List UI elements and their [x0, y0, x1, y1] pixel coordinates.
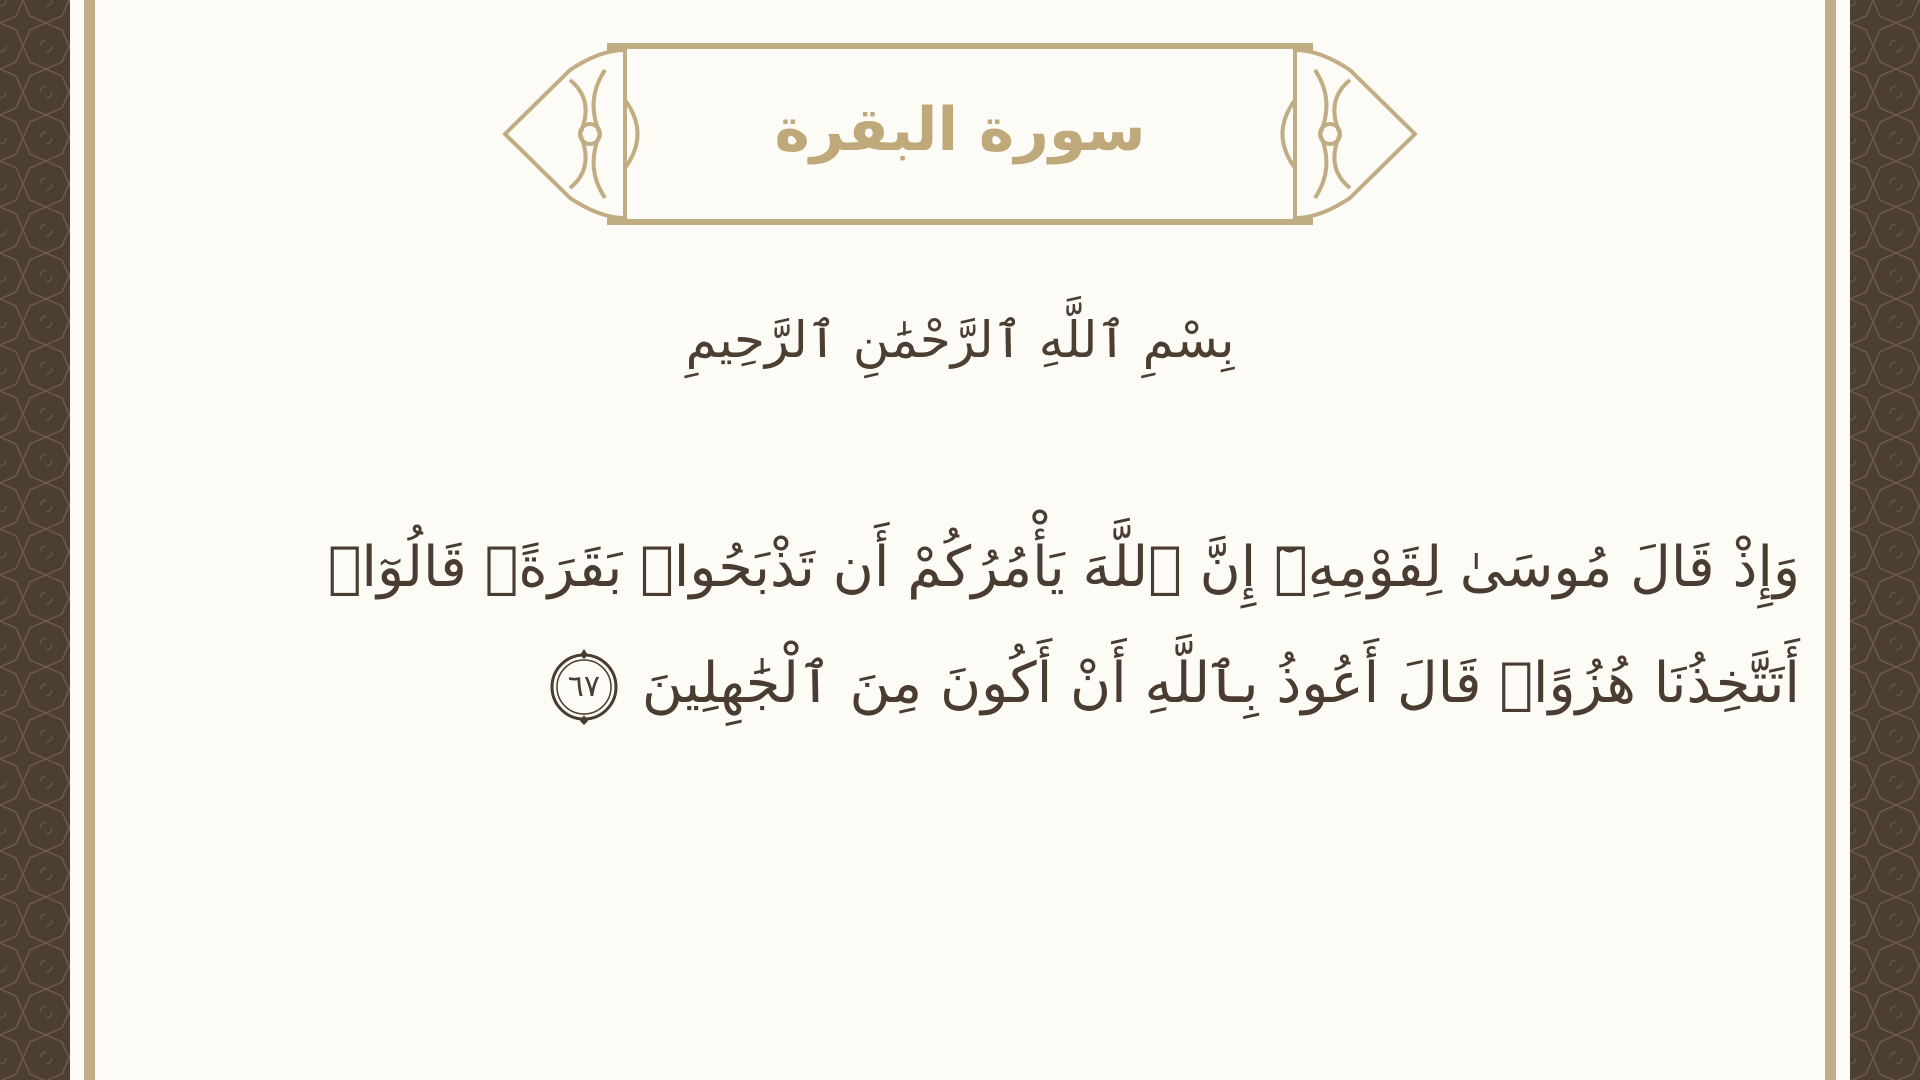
right-pattern-border — [1850, 0, 1920, 1080]
surah-title-frame — [500, 40, 1420, 230]
verse-line-2-text: أَتَتَّخِذُنَا هُزُوًاۖ قَالَ أَعُوذُ بِٱللَّهِ أَنْ أَكُونَ مِنَ ٱلْجَٰهِلِينَ — [641, 651, 1800, 716]
ayah-number-marker — [542, 645, 626, 729]
verse-text — [327, 510, 1800, 760]
left-pattern-border — [0, 0, 70, 1080]
ayah-number: ٦٧ — [567, 668, 600, 704]
verse-line-1: وَإِذْ قَالَ مُوسَىٰ لِقَوْمِهِۦٓ إِنَّ ٱللَّهَ يَأْمُرُكُمْ أَن تَذْبَحُوا۟ بَقَرَةًۖ قَالُوٓا۟ — [327, 535, 1800, 600]
right-gold-rule — [1825, 0, 1836, 1080]
left-gold-rule — [84, 0, 95, 1080]
verse-line-2 — [355, 626, 1800, 742]
basmala: بِسْمِ ٱللَّهِ ٱلرَّحْمَٰنِ ٱلرَّحِيمِ — [685, 311, 1235, 369]
surah-title: سورة البقرة — [774, 95, 1146, 165]
